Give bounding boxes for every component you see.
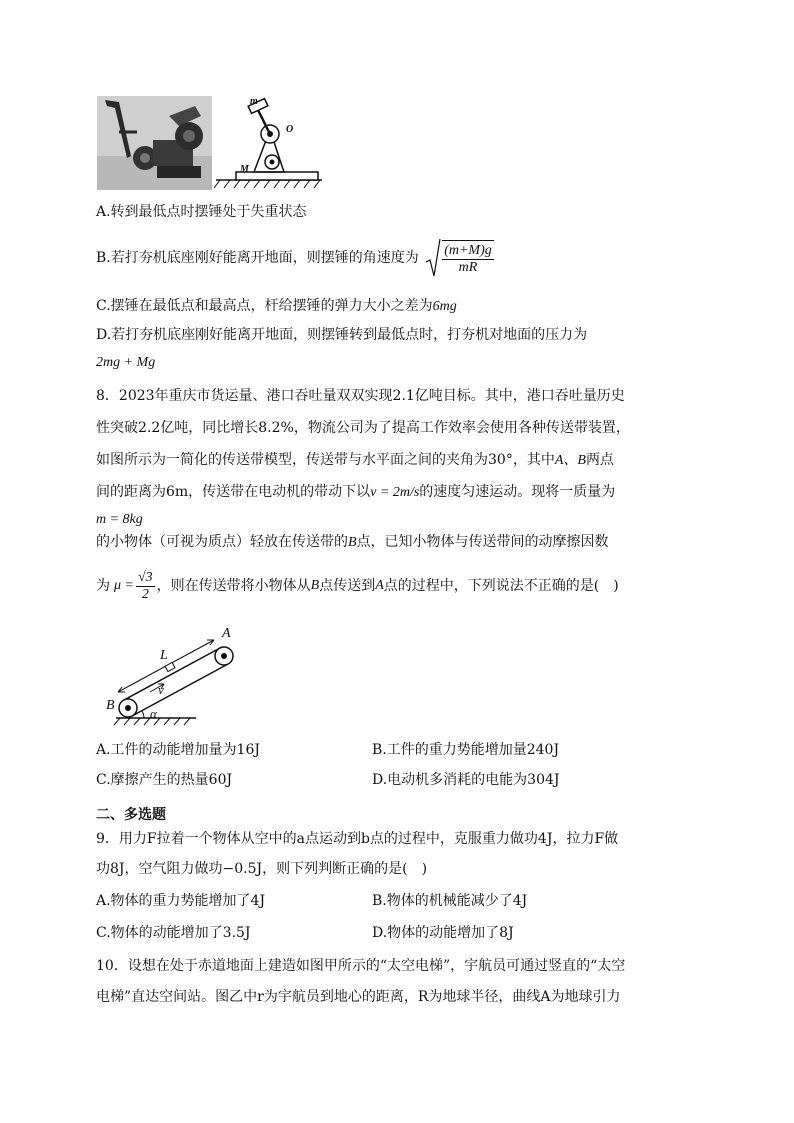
q8-line-5: m = 8kg <box>96 512 143 527</box>
q9-option-b: B.物体的机械能减少了4J <box>372 893 528 909</box>
q8-line-6b: B <box>348 535 357 550</box>
q8-line-4a: 间的距离为6m，传送带在电动机的带动下以 <box>96 484 371 500</box>
label-L: L <box>160 648 168 663</box>
conveyor-belt-figure <box>104 622 244 732</box>
q9-option-d: D.物体的动能增加了8J <box>372 925 514 941</box>
q8-line-3a: 如图所示为一简化的传送带模型，传送带与水平面之间的夹角为30°，其中 <box>96 452 555 468</box>
q8-mu-numerator: √3 <box>137 569 153 585</box>
label-O: O <box>286 124 294 135</box>
q8-line-6a: 的小物体（可视为质点）轻放在传送带的 <box>96 534 348 550</box>
q7-sqrt-expression <box>425 238 494 278</box>
q9-line-1: 9．用力F拉着一个物体从空中的a点运动到b点的过程中，克服重力做功4J，拉力F做 <box>96 831 619 847</box>
q8-line-7e: A <box>375 578 384 593</box>
q8-line-7d: 点传送到 <box>319 578 376 594</box>
q7-option-a: A.转到最低点时摆锤处于失重状态 <box>96 204 307 220</box>
q8-mu-fraction <box>136 570 155 603</box>
q8-option-b: B.工件的重力势能增加量240J <box>372 742 560 758</box>
q8-mu: μ = <box>114 578 134 593</box>
tamper-machine-photo <box>97 96 212 190</box>
q8-line-7 <box>96 566 619 606</box>
section-heading-multiple-choice: 二、多选题 <box>96 807 166 823</box>
q8-line-2: 性突破2.2亿吨，同比增长8.2%，物流公司为了提高工作效率会使用各种传送带装置， <box>96 420 630 436</box>
q8-option-a: A.工件的动能增加量为16J <box>96 742 260 758</box>
q7-option-c-math: 6mg <box>432 299 457 314</box>
q8-line-4b: v = 2m/s <box>370 485 420 500</box>
q8-line-7a: 为 <box>96 578 110 594</box>
q9-line-2: 功8J，空气阻力做功−0.5J，则下列判断正确的是( ) <box>96 861 428 877</box>
q8-line-7c: B <box>310 578 320 593</box>
q10-line-1: 10．设想在处于赤道地面上建造如图甲所示的“太空电梯”，宇航员可通过竖直的“太空 <box>96 958 626 974</box>
q8-line-6 <box>96 532 609 553</box>
q7-option-d: D.若打夯机底座刚好能离开地面，则摆锤转到最低点时，打夯机对地面的压力为 <box>96 327 588 343</box>
q8-line-4c: 的速度匀速运动。现将一质量为 <box>419 484 616 500</box>
q8-line-6c: 点，已知小物体与传送带间的动摩擦因数 <box>356 534 609 550</box>
q8-line-7b: ，则在传送带将小物体从 <box>156 578 311 594</box>
q8-mu-denominator: 2 <box>141 586 149 602</box>
label-M: M <box>240 164 249 175</box>
q8-line-4 <box>96 482 615 503</box>
q10-line-2: 电梯”直达空间站。图乙中r为宇航员到地心的距离，R为地球半径，曲线A为地球引力 <box>96 989 621 1005</box>
label-v: v <box>158 682 164 697</box>
label-alpha: α <box>150 706 157 721</box>
q8-line-3b: A、B <box>554 453 586 468</box>
label-A: A <box>222 626 231 641</box>
q8-option-d: D.电动机多消耗的电能为304J <box>372 772 560 788</box>
q8-line-3 <box>96 450 614 471</box>
q8-option-c: C.摩擦产生的热量60J <box>96 772 233 788</box>
label-m: m <box>250 96 258 107</box>
q7-option-c-text: C.摆锤在最低点和最高点，杆给摆锤的弹力大小之差为 <box>96 298 433 314</box>
q7-option-d-math: 2mg + Mg <box>96 355 156 370</box>
q7-option-b-text: B.若打夯机底座刚好能离开地面，则摆锤的角速度为 <box>96 250 419 266</box>
label-B: B <box>106 698 115 713</box>
q9-option-c: C.物体的动能增加了3.5J <box>96 925 251 941</box>
q8-line-3c: 两点 <box>585 452 614 468</box>
q7-sqrt-denominator: mR <box>458 260 478 275</box>
q7-sqrt-numerator: (m+M)g <box>444 243 492 258</box>
q8-line-7f: 点的过程中，下列说法不正确的是( ) <box>383 578 619 594</box>
q7-option-b <box>96 236 494 280</box>
q9-option-a: A.物体的重力势能增加了4J <box>96 893 266 909</box>
q8-line-1: 8．2023年重庆市货运量、港口吞吐量双双实现2.1亿吨目标。其中，港口吞吐量历史 <box>96 388 625 404</box>
q7-option-c <box>96 296 457 317</box>
tamper-schematic-figure <box>214 96 324 190</box>
